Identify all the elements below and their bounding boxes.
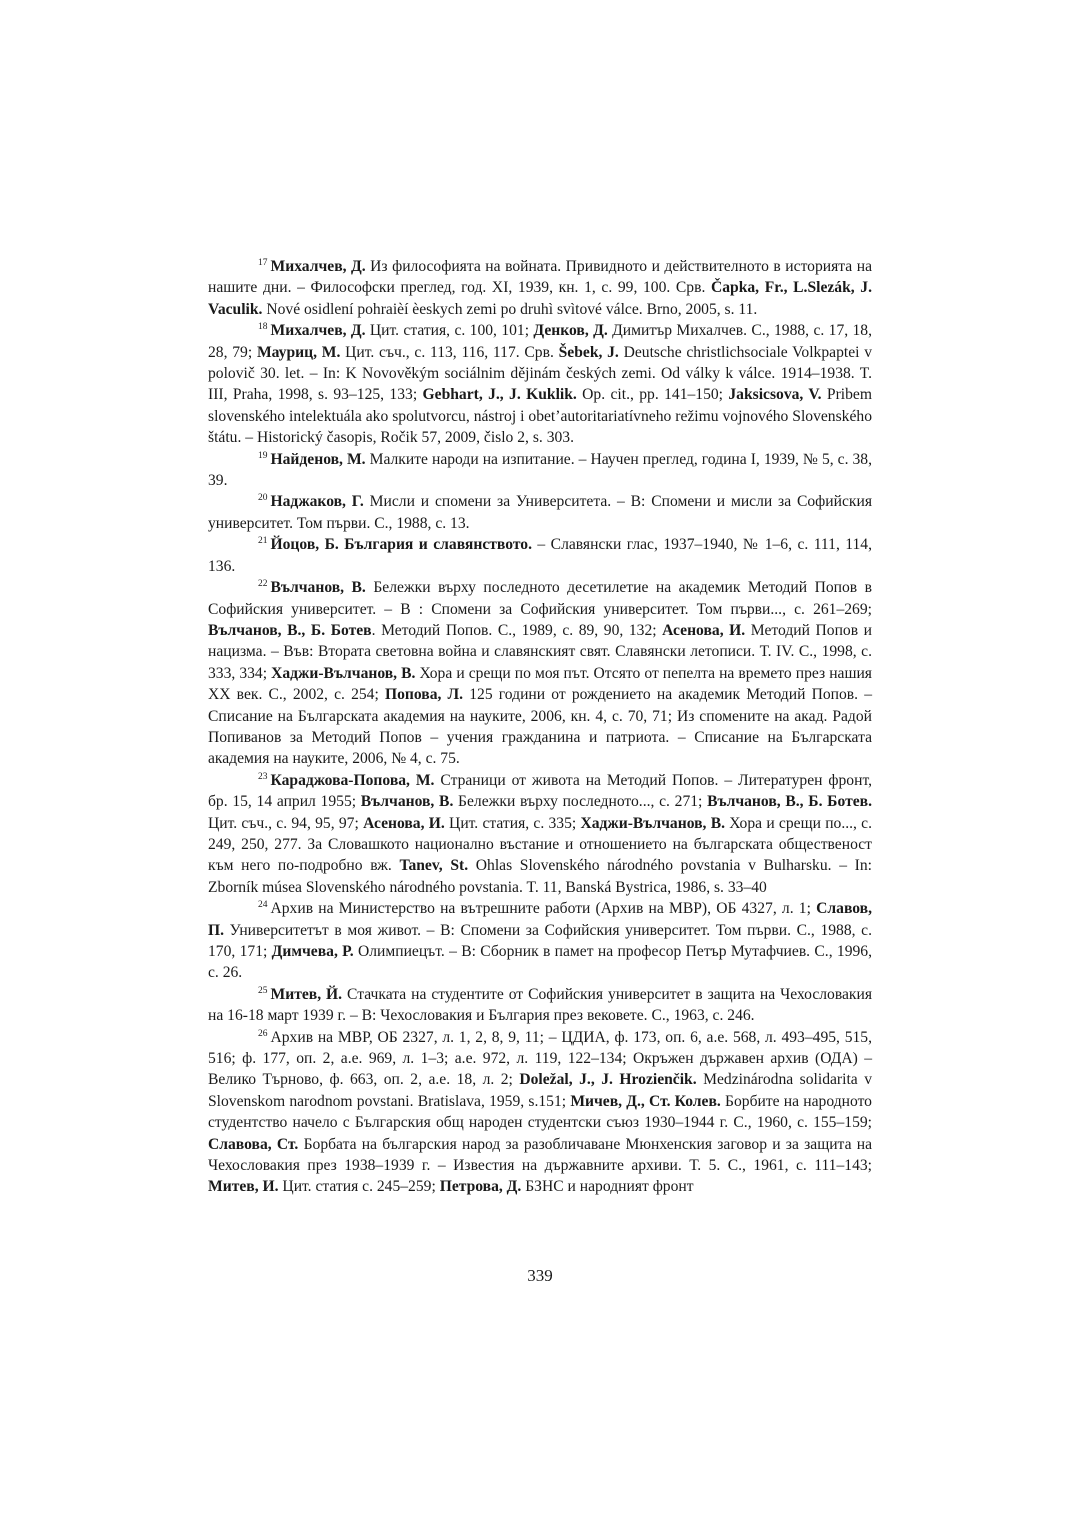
cited-author: Асенова, И. [363, 814, 445, 832]
cited-author: Караджова-Попова, М. [270, 771, 435, 789]
footnote-text: Хора и срещи по моя път. Отсято от пепелта на времето през нашия ХХ век. С., 2002, с. 254; [208, 664, 872, 704]
footnote-text: Борбата на българския народ за разобличаване Мюнхенския заговор и за защита на Чехословакия през 1938–1939 г. – Известия на държавните архиви. Т. 5. С., 1961, с. 111–143; [208, 1135, 872, 1175]
cited-author: Йоцов, Б. България и славянството. [270, 536, 532, 554]
footnote-21 [208, 534, 872, 577]
footnote-text: Цит. статия с. 245–259; [278, 1178, 440, 1196]
page-number: 339 [527, 1266, 553, 1285]
footnote-text: Nové osidlení pohraièí èeskych zemi po druhì svìtové válce. Brno, 2005, s. 11. [262, 300, 758, 318]
footnote-text: 125 години от рождението на академик Методий Попов. – Списание на Българската академия на науките, 2006, кн. 4, с. 70, 71; Из спомените на акад. Радой Попиванов за Методий Попов – учения гражданина и патриота. – Списание на Българската академия на науките, 2006, № 4, с. 75. [208, 686, 872, 768]
footnote-18 [208, 320, 872, 448]
footnote-number: 19 [258, 450, 268, 461]
cited-author: Денков, Д. [533, 322, 608, 340]
footnote-text: – Славянски глас, 1937–1940, № 1–6, с. 111, 114, 136. [208, 536, 872, 575]
footnote-text: Мисли и спомени за Университета. – В: Спомени и мисли за Софийския университет. Том първи. С., 1988, с. 13. [208, 493, 872, 532]
footnote-number: 26 [258, 1028, 268, 1039]
cited-author: Найденов, М. [270, 450, 366, 468]
cited-author: Петрова, Д. [439, 1178, 522, 1196]
footnote-text: Цит. статия, с. 100, 101; [365, 322, 534, 340]
cited-author: Наджаков, Г. [270, 493, 364, 511]
footnote-number: 24 [258, 900, 268, 911]
cited-author: Митев, И. [208, 1178, 279, 1196]
footnote-text: Op. cit., pp. 141–150; [576, 386, 729, 404]
cited-author: Михалчев, Д. [270, 258, 366, 275]
footnote-17 [208, 256, 872, 320]
cited-author: Мауриц, М. [256, 343, 341, 361]
cited-author: Асенова, И. [662, 621, 746, 639]
footnote-number: 23 [258, 771, 268, 782]
cited-author: Вълчанов, В. [270, 579, 366, 597]
footnote-number: 20 [258, 493, 268, 504]
footnote-text: БЗНС и народният фронт [521, 1178, 694, 1196]
footnote-text: Малките народи на изпитание. – Научен преглед, година I, 1939, № 5, с. 38, 39. [208, 450, 872, 490]
footnote-text: Страници от живота на Методий Попов. – Литературен фронт, бр. 15, 14 април 1955; [208, 771, 872, 811]
cited-author: Мичев, Д., Ст. Колев. [570, 1092, 721, 1110]
footnote-text: Хора и срещи по..., с. 249, 250, 277. За Словашкото национално въстание и отношението на българската общественост към него по-подробно вж. [208, 814, 873, 875]
cited-author: Jaksicsova, V. [728, 386, 822, 404]
footnote-text: Борбите на народното студентство начело с Българския общ народен студентски съюз 1930–1944 г. С., 1960, с. 155–159; [208, 1092, 872, 1132]
cited-author: Славова, Ст. [208, 1135, 299, 1153]
footnote-22 [208, 577, 872, 770]
footnote-number: 18 [258, 322, 268, 333]
cited-author: Попова, Л. [384, 686, 464, 704]
footnote-text: Архив на МВР, ОБ 2327, л. 1, 2, 8, 9, 11; – ЦДИА, ф. 173, оп. 6, а.е. 568, л. 493–495, 515, 516; ф. 177, оп. 2, а.е. 969, л. 1–3; а.е. 972, л. 119, 122–134; Окръжен държавен архив (ОДА) – Велико Търново, ф. 663, оп. 2, а.е. 18, л. 2; [208, 1028, 872, 1089]
footnote-25 [208, 984, 872, 1027]
footnote-text: Из философията на войната. Привидното и действителното в историята на нашите дни. – Философски преглед, год. XI, 1939, кн. 1, с. 99, 100. Срв. [208, 258, 872, 297]
footnote-number: 21 [258, 536, 268, 547]
cited-author: Михалчев, Д. [270, 322, 366, 340]
cited-author: Хаджи-Вълчанов, В. [580, 814, 726, 832]
footnote-text: Стачката на студентите от Софийския университет в защита на Чехословакия на 16-18 март 1939 г. – В: Чехословакия и България през вековете. С., 1963, с. 246. [208, 985, 873, 1025]
footnote-text: Цит. статия, с. 335; [444, 814, 581, 832]
footnote-19 [208, 449, 872, 492]
footnote-text: Бележки върху последното десетилетие на академик Методий Попов в Софийския университет. – В : Спомени за Софийския университет. Том първи..., с. 261–269; [208, 579, 872, 618]
footnote-20 [208, 491, 872, 534]
cited-author: Čapka, Fr., L.Slezák, J. Vaculik. [208, 279, 872, 318]
cited-author: Tanev, St. [399, 857, 469, 875]
footnote-number: 22 [258, 579, 268, 590]
cited-author: Вълчанов, В. [360, 793, 454, 811]
cited-author: Митев, Й. [270, 985, 343, 1003]
footnote-text: Олимпиецът. – В: Сборник в памет на професор Петър Мутафчиев. С., 1996, с. 26. [208, 943, 873, 982]
footnote-text: Архив на Министерство на вътрешните работи (Архив на МВР), ОБ 4327, л. 1; [270, 900, 817, 918]
footnotes-block [208, 256, 872, 1198]
footnote-23 [208, 770, 872, 898]
cited-author: Вълчанов, В., Б. Ботев. [707, 793, 872, 811]
footnote-text: Medzinárodna solidarita v Slovenskom narodnom povstani. Bratislava, 1959, s.151; [208, 1071, 872, 1110]
cited-author: Димчева, Р. [271, 943, 354, 960]
cited-author: Doležal, J., J. Hrozienčik. [519, 1071, 697, 1089]
footnote-24 [208, 898, 872, 984]
footnote-text: Цит. съч., с. 94, 95, 97; [208, 814, 364, 832]
footnote-text: Ohlas Slovenského národného povstania v Bulharsku. – In: Zborník músea Slovenského národného povstania. T. 11, Banská Bystrica, 1986, s. 33–40 [208, 857, 873, 896]
footnote-number: 17 [258, 258, 268, 268]
footnote-text: Pribem slovenského intelektuála ako spolutvorcu, nástroj i obet’autoritariatívneho režimu vojnového Slovenského štátu. – Historický časopis, Ročik 57, 2009, čislo 2, s. 303. [208, 386, 872, 447]
footnote-text: Deutsche christlichsociale Volkpaptei v polovič 30. let. – In: K Novověkým sociálnim dějinám českých zemi. Od války k válce. 1914–1938. T. III, Praha, 1998, s. 93–125, 133; [208, 343, 873, 404]
cited-author: Šebek, J. [558, 343, 619, 361]
cited-author: Gebhart, J., J. Kuklik. [422, 386, 577, 404]
cited-author: Вълчанов, В., Б. Ботев [208, 621, 372, 639]
cited-author: Хаджи-Вълчанов, В. [271, 664, 416, 682]
footnote-text: Цит. съч., с. 113, 116, 117. Срв. [340, 343, 559, 361]
footnote-text: Бележки върху последното..., с. 271; [453, 793, 708, 811]
footnote-text: Университетът в моя живот. – В: Спомени за Софийския университет. Том първи. С., 1988, с. 170, 171; [208, 921, 872, 960]
footnote-26 [208, 1027, 872, 1198]
footnote-number: 25 [258, 985, 268, 996]
cited-author: Славов, П. [208, 900, 872, 939]
footnote-text: . Методий Попов. С., 1989, с. 89, 90, 132; [371, 621, 663, 639]
footnote-text: Димитър Михалчев. С., 1988, с. 17, 18, 28, 79; [208, 322, 873, 361]
footnote-text: Методий Попов и нацизма. – Във: Втората световна война и славянският свят. Славянски летописи. Т. IV. С., 1998, с. 333, 334; [208, 621, 873, 682]
